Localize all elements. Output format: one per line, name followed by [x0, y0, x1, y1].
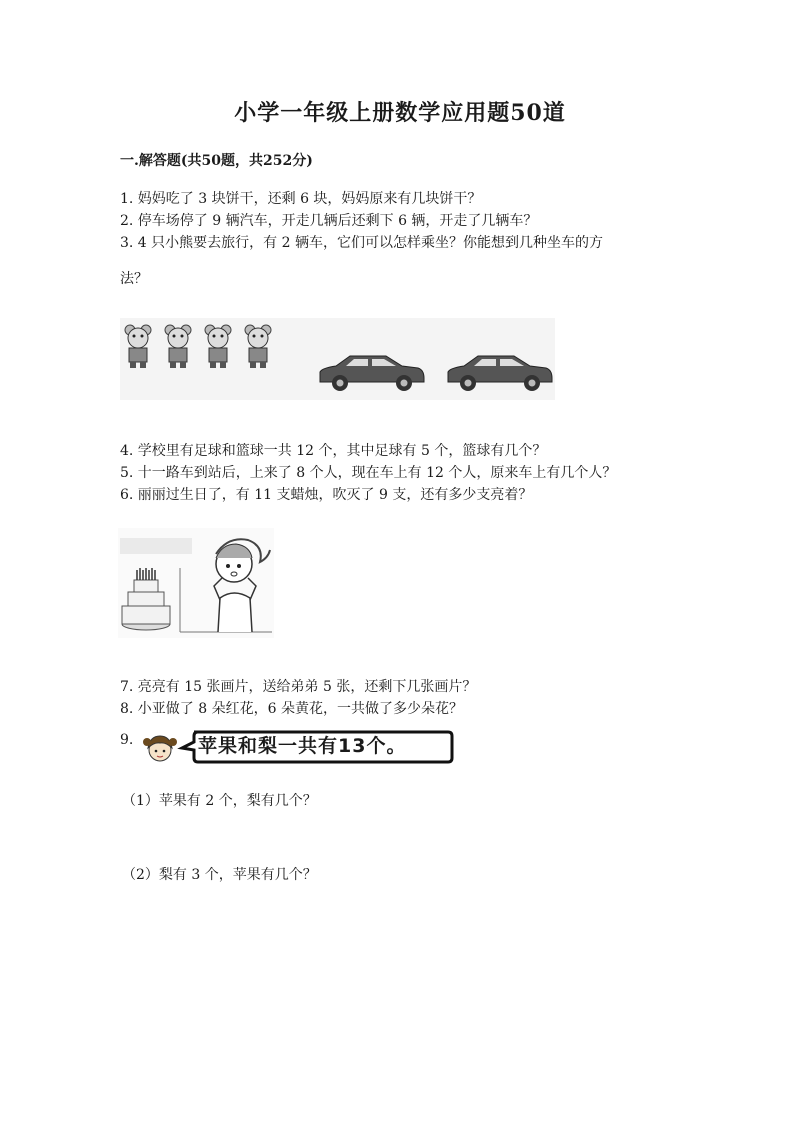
question-4: 4. 学校里有足球和篮球一共 12 个，其中足球有 5 个，篮球有几个？	[120, 443, 547, 459]
question-6: 6. 丽丽过生日了，有 11 支蜡烛，吹灭了 9 支，还有多少支亮着？	[120, 487, 533, 503]
question-3-line-2: 法？	[120, 271, 148, 287]
question-2: 2. 停车场停了 9 辆汽车，开走几辆后还剩下 6 辆，开走了几辆车？	[120, 213, 538, 229]
birthday-illustration	[118, 528, 274, 638]
question-9-number: 9.	[120, 732, 134, 748]
speech-bubble-text: 苹果和梨一共有13个。	[198, 735, 407, 757]
question-9-sub-2: （2）梨有 3 个，苹果有几个？	[122, 867, 317, 883]
girl-face-icon	[143, 736, 177, 761]
question-1: 1. 妈妈吃了 3 块饼干，还剩 6 块，妈妈原来有几块饼干？	[120, 191, 482, 207]
bears-and-cars-illustration	[120, 318, 555, 400]
page-title: 小学一年级上册数学应用题50道	[234, 100, 566, 126]
question-9-sub-1: （1）苹果有 2 个，梨有几个？	[122, 793, 317, 809]
question-5: 5. 十一路车到站后，上来了 8 个人，现在车上有 12 个人，原来车上有几个人？	[120, 465, 617, 481]
question-3-line-1: 3. 4 只小熊要去旅行，有 2 辆车，它们可以怎样乘坐？你能想到几种坐车的方	[120, 235, 603, 251]
question-8: 8. 小亚做了 8 朵红花，6 朵黄花，一共做了多少朵花？	[120, 701, 463, 717]
section-heading: 一.解答题(共50题，共252分)	[120, 153, 313, 169]
question-7: 7. 亮亮有 15 张画片，送给弟弟 5 张，还剩下几张画片？	[120, 679, 477, 695]
question-9	[120, 728, 460, 768]
